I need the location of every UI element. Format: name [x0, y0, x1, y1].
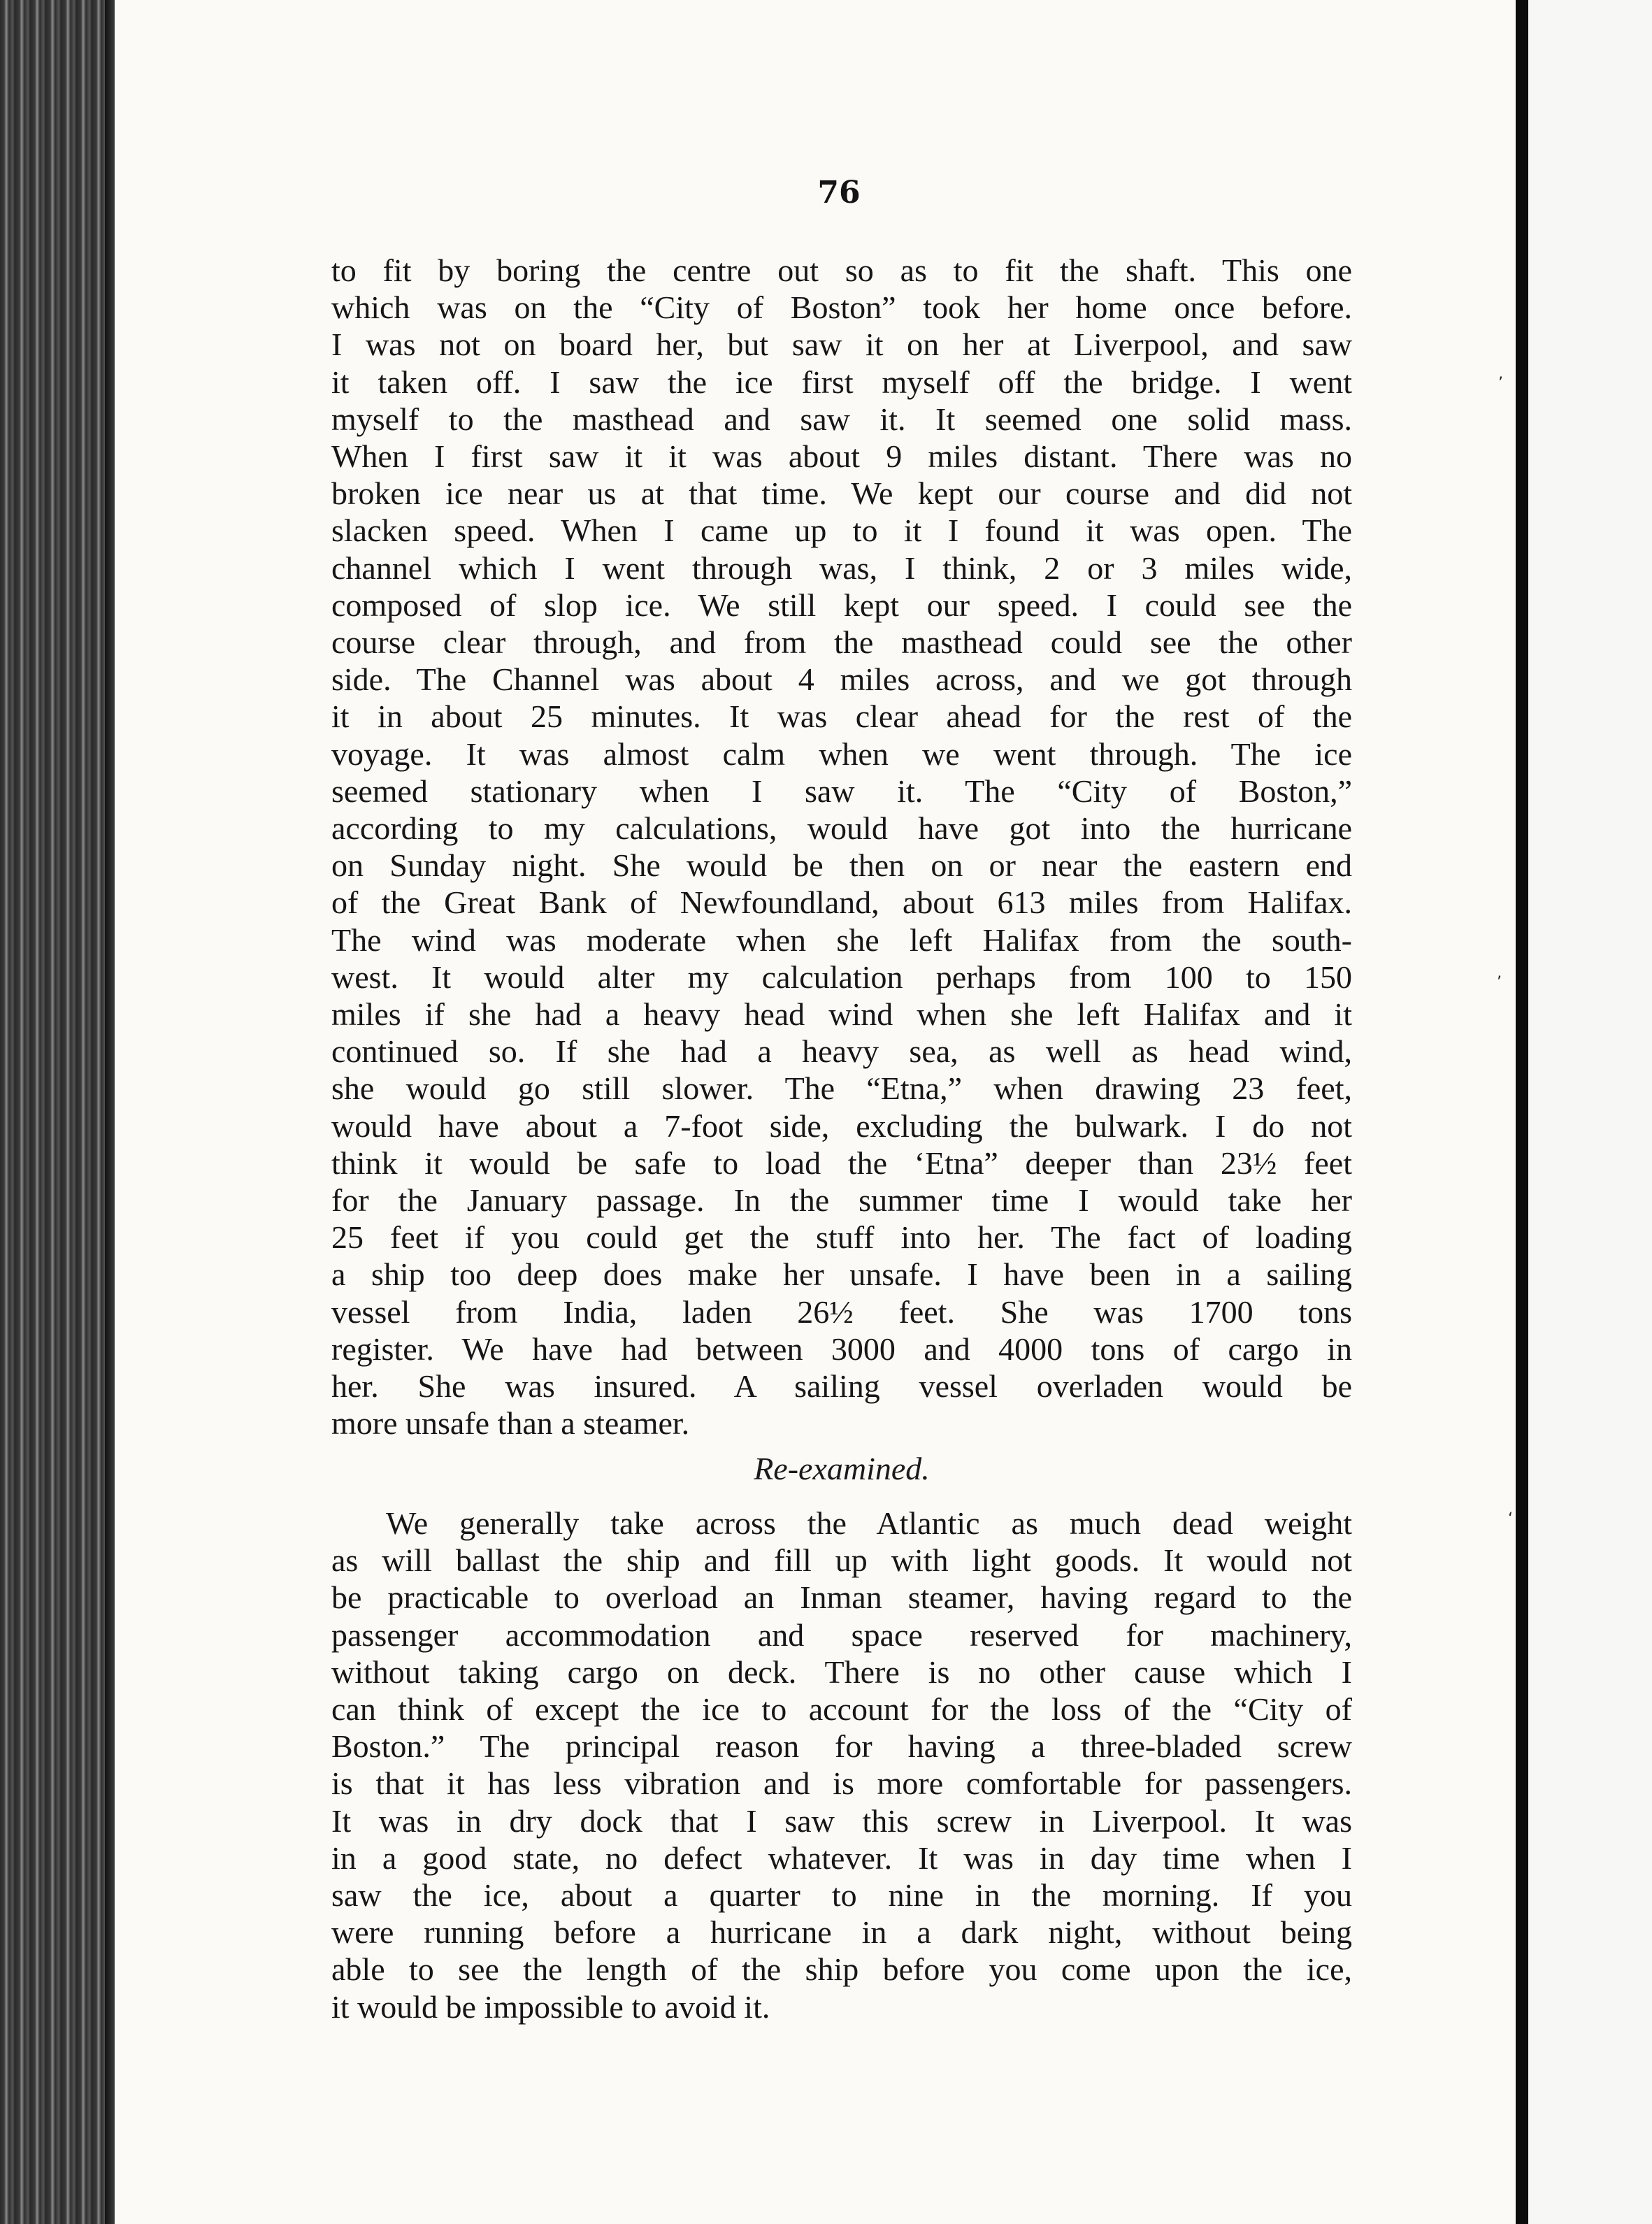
text-line: she would go still slower. The “Etna,” when drawing 23 feet, — [331, 1070, 1352, 1107]
text-line: of the Great Bank of Newfoundland, about 613 miles from Halifax. — [331, 884, 1352, 921]
margin-mark: ’ — [1497, 974, 1502, 991]
text-line: passenger accommodation and space reserved for machinery, — [331, 1616, 1352, 1653]
text-line: 25 feet if you could get the stuff into her. The fact of loading — [331, 1219, 1352, 1256]
text-line: It was in dry dock that I saw this screw in Liverpool. It was — [331, 1802, 1352, 1839]
text-line: I was not on board her, but saw it on her at Liverpool, and saw — [331, 327, 1352, 363]
text-line: it in about 25 minutes. It was clear ahead for the rest of the — [331, 698, 1352, 735]
text-line: according to my calculations, would have got into the hurricane — [331, 810, 1352, 847]
text-line: as will ballast the ship and fill up with light goods. It would not — [331, 1542, 1352, 1579]
text-line: continued so. If she had a heavy sea, as well as head wind, — [331, 1033, 1352, 1070]
page-number: 76 — [817, 175, 861, 210]
text-line: voyage. It was almost calm when we went through. The ice — [331, 736, 1352, 772]
text-line: seemed stationary when I saw it. The “City of Boston,” — [331, 773, 1352, 809]
text-line: miles if she had a heavy head wind when she left Halifax and it — [331, 996, 1352, 1033]
right-border-line — [1516, 0, 1528, 2224]
text-line: The wind was moderate when she left Halifax from the south- — [331, 921, 1352, 958]
text-line: myself to the masthead and saw it. It seemed one solid mass. — [331, 401, 1352, 437]
text-line: can think of except the ice to account for the loss of the “City of — [331, 1691, 1352, 1728]
text-line: vessel from India, laden 26½ feet. She was 1700 tons — [331, 1293, 1352, 1330]
text-line: composed of slop ice. We still kept our speed. I could see the — [331, 587, 1352, 623]
text-line: in a good state, no defect whatever. It was in day time when I — [331, 1839, 1352, 1876]
text-line: slacken speed. When I came up to it I found it was open. The — [331, 512, 1352, 549]
text-line: it would be impossible to avoid it. — [331, 1988, 770, 2025]
text-line: think it would be safe to load the ‘Etna” deeper than 23½ feet — [331, 1145, 1352, 1181]
text-line: west. It would alter my calculation perhaps from 100 to 150 — [331, 959, 1352, 995]
text-line: broken ice near us at that time. We kept our course and did not — [331, 475, 1352, 512]
text-line: saw the ice, about a quarter to nine in the morning. If you — [331, 1877, 1352, 1914]
paragraph-re-examination — [331, 1505, 1352, 2025]
text-line: We generally take across the Atlantic as much dead weight — [386, 1505, 1352, 1541]
text-line: be practicable to overload an Inman steamer, having regard to the — [331, 1579, 1352, 1616]
text-line: course clear through, and from the masthead could see the other — [331, 624, 1352, 661]
margin-mark: ’ — [1498, 375, 1503, 392]
text-line: which was on the “City of Boston” took her home once before. — [331, 289, 1352, 326]
text-line: register. We have had between 3000 and 4000 tons of cargo in — [331, 1330, 1352, 1367]
text-line: When I first saw it it was about 9 miles distant. There was no — [331, 438, 1352, 475]
text-line: without taking cargo on deck. There is no other cause which I — [331, 1653, 1352, 1690]
text-line: side. The Channel was about 4 miles across, and we got through — [331, 661, 1352, 698]
paragraph-testimony — [331, 252, 1352, 1442]
text-line: were running before a hurricane in a dark night, without being — [331, 1914, 1352, 1951]
text-line: her. She was insured. A sailing vessel overladen would be — [331, 1368, 1352, 1405]
text-line: able to see the length of the ship before you come upon the ice, — [331, 1951, 1352, 1988]
text-line: to fit by boring the centre out so as to fit the shaft. This one — [331, 252, 1352, 288]
text-line: channel which I went through was, I think, 2 or 3 miles wide, — [331, 550, 1352, 586]
text-line: on Sunday night. She would be then on or near the eastern end — [331, 847, 1352, 884]
book-binding — [0, 0, 110, 2224]
text-line: Boston.” The principal reason for having a three-bladed screw — [331, 1728, 1352, 1765]
section-heading-re-examined: Re-examined. — [754, 1451, 930, 1486]
text-line: more unsafe than a steamer. — [331, 1405, 690, 1442]
binding-shadow — [105, 0, 115, 2224]
text-line: would have about a 7-foot side, excluding the bulwark. I do not — [331, 1107, 1352, 1144]
text-line: a ship too deep does make her unsafe. I have been in a sailing — [331, 1256, 1352, 1293]
text-line: is that it has less vibration and is more comfortable for passengers. — [331, 1765, 1352, 1802]
right-margin-background — [1522, 0, 1652, 2224]
text-line: it taken off. I saw the ice first myself off the bridge. I went — [331, 364, 1352, 400]
margin-mark: ‘ — [1508, 1510, 1513, 1528]
text-line: for the January passage. In the summer time I would take her — [331, 1182, 1352, 1219]
